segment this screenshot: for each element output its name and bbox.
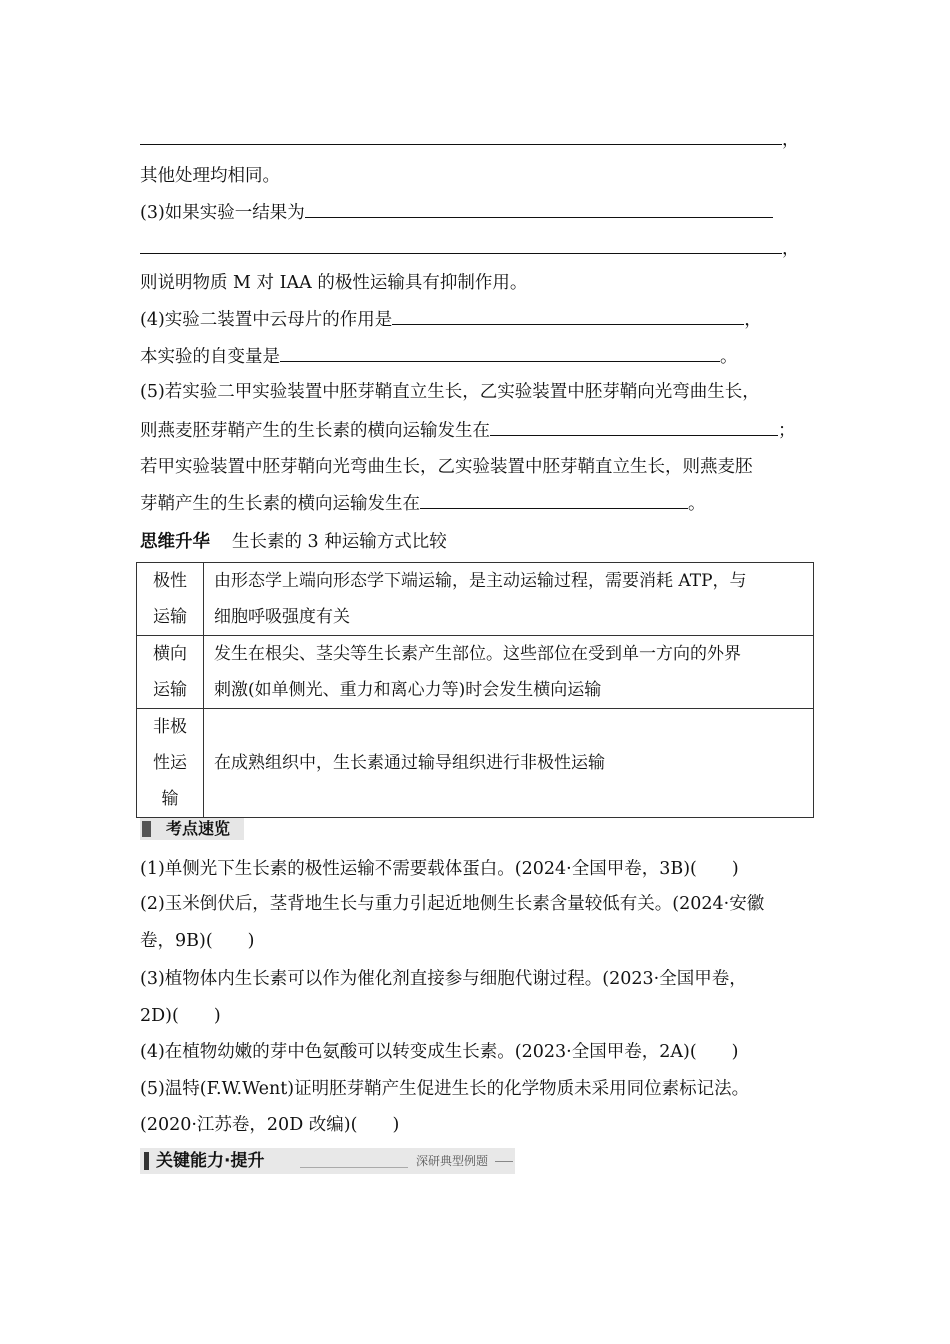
question-4-line2: 本实验的自变量是 。 bbox=[140, 344, 738, 369]
transport-comparison-table bbox=[136, 562, 814, 818]
section-tail-line bbox=[495, 1161, 513, 1162]
section-badge: 考点速览 bbox=[140, 818, 244, 840]
text-line: 其他处理均相同。 bbox=[140, 166, 280, 186]
section-bar-icon bbox=[144, 1152, 149, 1170]
question-5-line4: 芽鞘产生的生长素的横向运输发生在 。 bbox=[140, 491, 706, 516]
question-5-line3: 若甲实验装置中胚芽鞘向光弯曲生长，乙实验装置中胚芽鞘直立生长，则燕麦胚 bbox=[140, 457, 753, 477]
table-row bbox=[137, 709, 814, 818]
review-item-4: (4)在植物幼嫩的芽中色氨酸可以转变成生长素。(2023·全国甲卷，2A)( ) bbox=[140, 1042, 739, 1062]
review-item-3-cont: 2D)( ) bbox=[140, 1006, 221, 1026]
row-value: 发生在根尖、茎尖等生长素产生部位。这些部位在受到单一方向的外界 刺激(如单侧光、重力和离心力等)时会发生横向运输 bbox=[204, 636, 814, 709]
review-item-2: (2)玉米倒伏后，茎背地生长与重力引起近地侧生长素含量较低有关。(2024·安徽 bbox=[140, 894, 765, 914]
table-row bbox=[137, 636, 814, 709]
table-row bbox=[137, 563, 814, 636]
row-value: 在成熟组织中，生长素通过输导组织进行非极性运输 bbox=[204, 709, 814, 818]
review-item-5: (5)温特(F.W.Went)证明胚芽鞘产生促进生长的化学物质未采用同位素标记法。 bbox=[140, 1079, 750, 1099]
review-item-5-cont: (2020·江苏卷，20D 改编)( ) bbox=[140, 1115, 400, 1135]
blank[interactable] bbox=[140, 127, 782, 145]
blank[interactable] bbox=[305, 200, 773, 218]
question-5: (5)若实验二甲实验装置中胚芽鞘直立生长，乙实验装置中胚芽鞘向光弯曲生长， bbox=[140, 382, 760, 402]
blank[interactable] bbox=[490, 418, 778, 436]
blank[interactable] bbox=[420, 491, 688, 509]
review-item-2-cont: 卷，9B)( ) bbox=[140, 931, 255, 951]
badge-bar-icon bbox=[142, 821, 151, 837]
text-line: 则说明物质 M 对 IAA 的极性运输具有抑制作用。 bbox=[140, 273, 528, 293]
question-4: (4)实验二装置中云母片的作用是 ， bbox=[140, 307, 762, 332]
answer-line-3: ， bbox=[140, 236, 800, 261]
section-header: 关键能力·提升 深研典型例题 bbox=[140, 1148, 515, 1174]
think-heading-label: 思维升华 bbox=[140, 532, 210, 552]
blank[interactable] bbox=[280, 344, 720, 362]
question-3: (3)如果实验一结果为 bbox=[140, 200, 773, 225]
row-value: 由形态学上端向形态学下端运输，是主动运输过程，需要消耗 ATP，与 细胞呼吸强度有关 bbox=[204, 563, 814, 636]
answer-line-2: ， bbox=[140, 127, 800, 152]
row-key: 非极 性运 输 bbox=[137, 709, 204, 818]
think-heading bbox=[140, 528, 447, 553]
blank[interactable] bbox=[140, 236, 782, 254]
think-subtitle: 生长素的 3 种运输方式比较 bbox=[232, 532, 447, 552]
row-key: 极性 运输 bbox=[137, 563, 204, 636]
review-item-3: (3)植物体内生长素可以作为催化剂直接参与细胞代谢过程。(2023·全国甲卷， bbox=[140, 969, 747, 989]
question-5-line2: 则燕麦胚芽鞘产生的生长素的横向运输发生在 ； bbox=[140, 418, 796, 443]
row-key: 横向 运输 bbox=[137, 636, 204, 709]
blank[interactable] bbox=[392, 307, 744, 325]
review-item-1: (1)单侧光下生长素的极性运输不需要载体蛋白。(2024·全国甲卷，3B)( ) bbox=[140, 859, 739, 879]
section-rule bbox=[300, 1167, 408, 1168]
